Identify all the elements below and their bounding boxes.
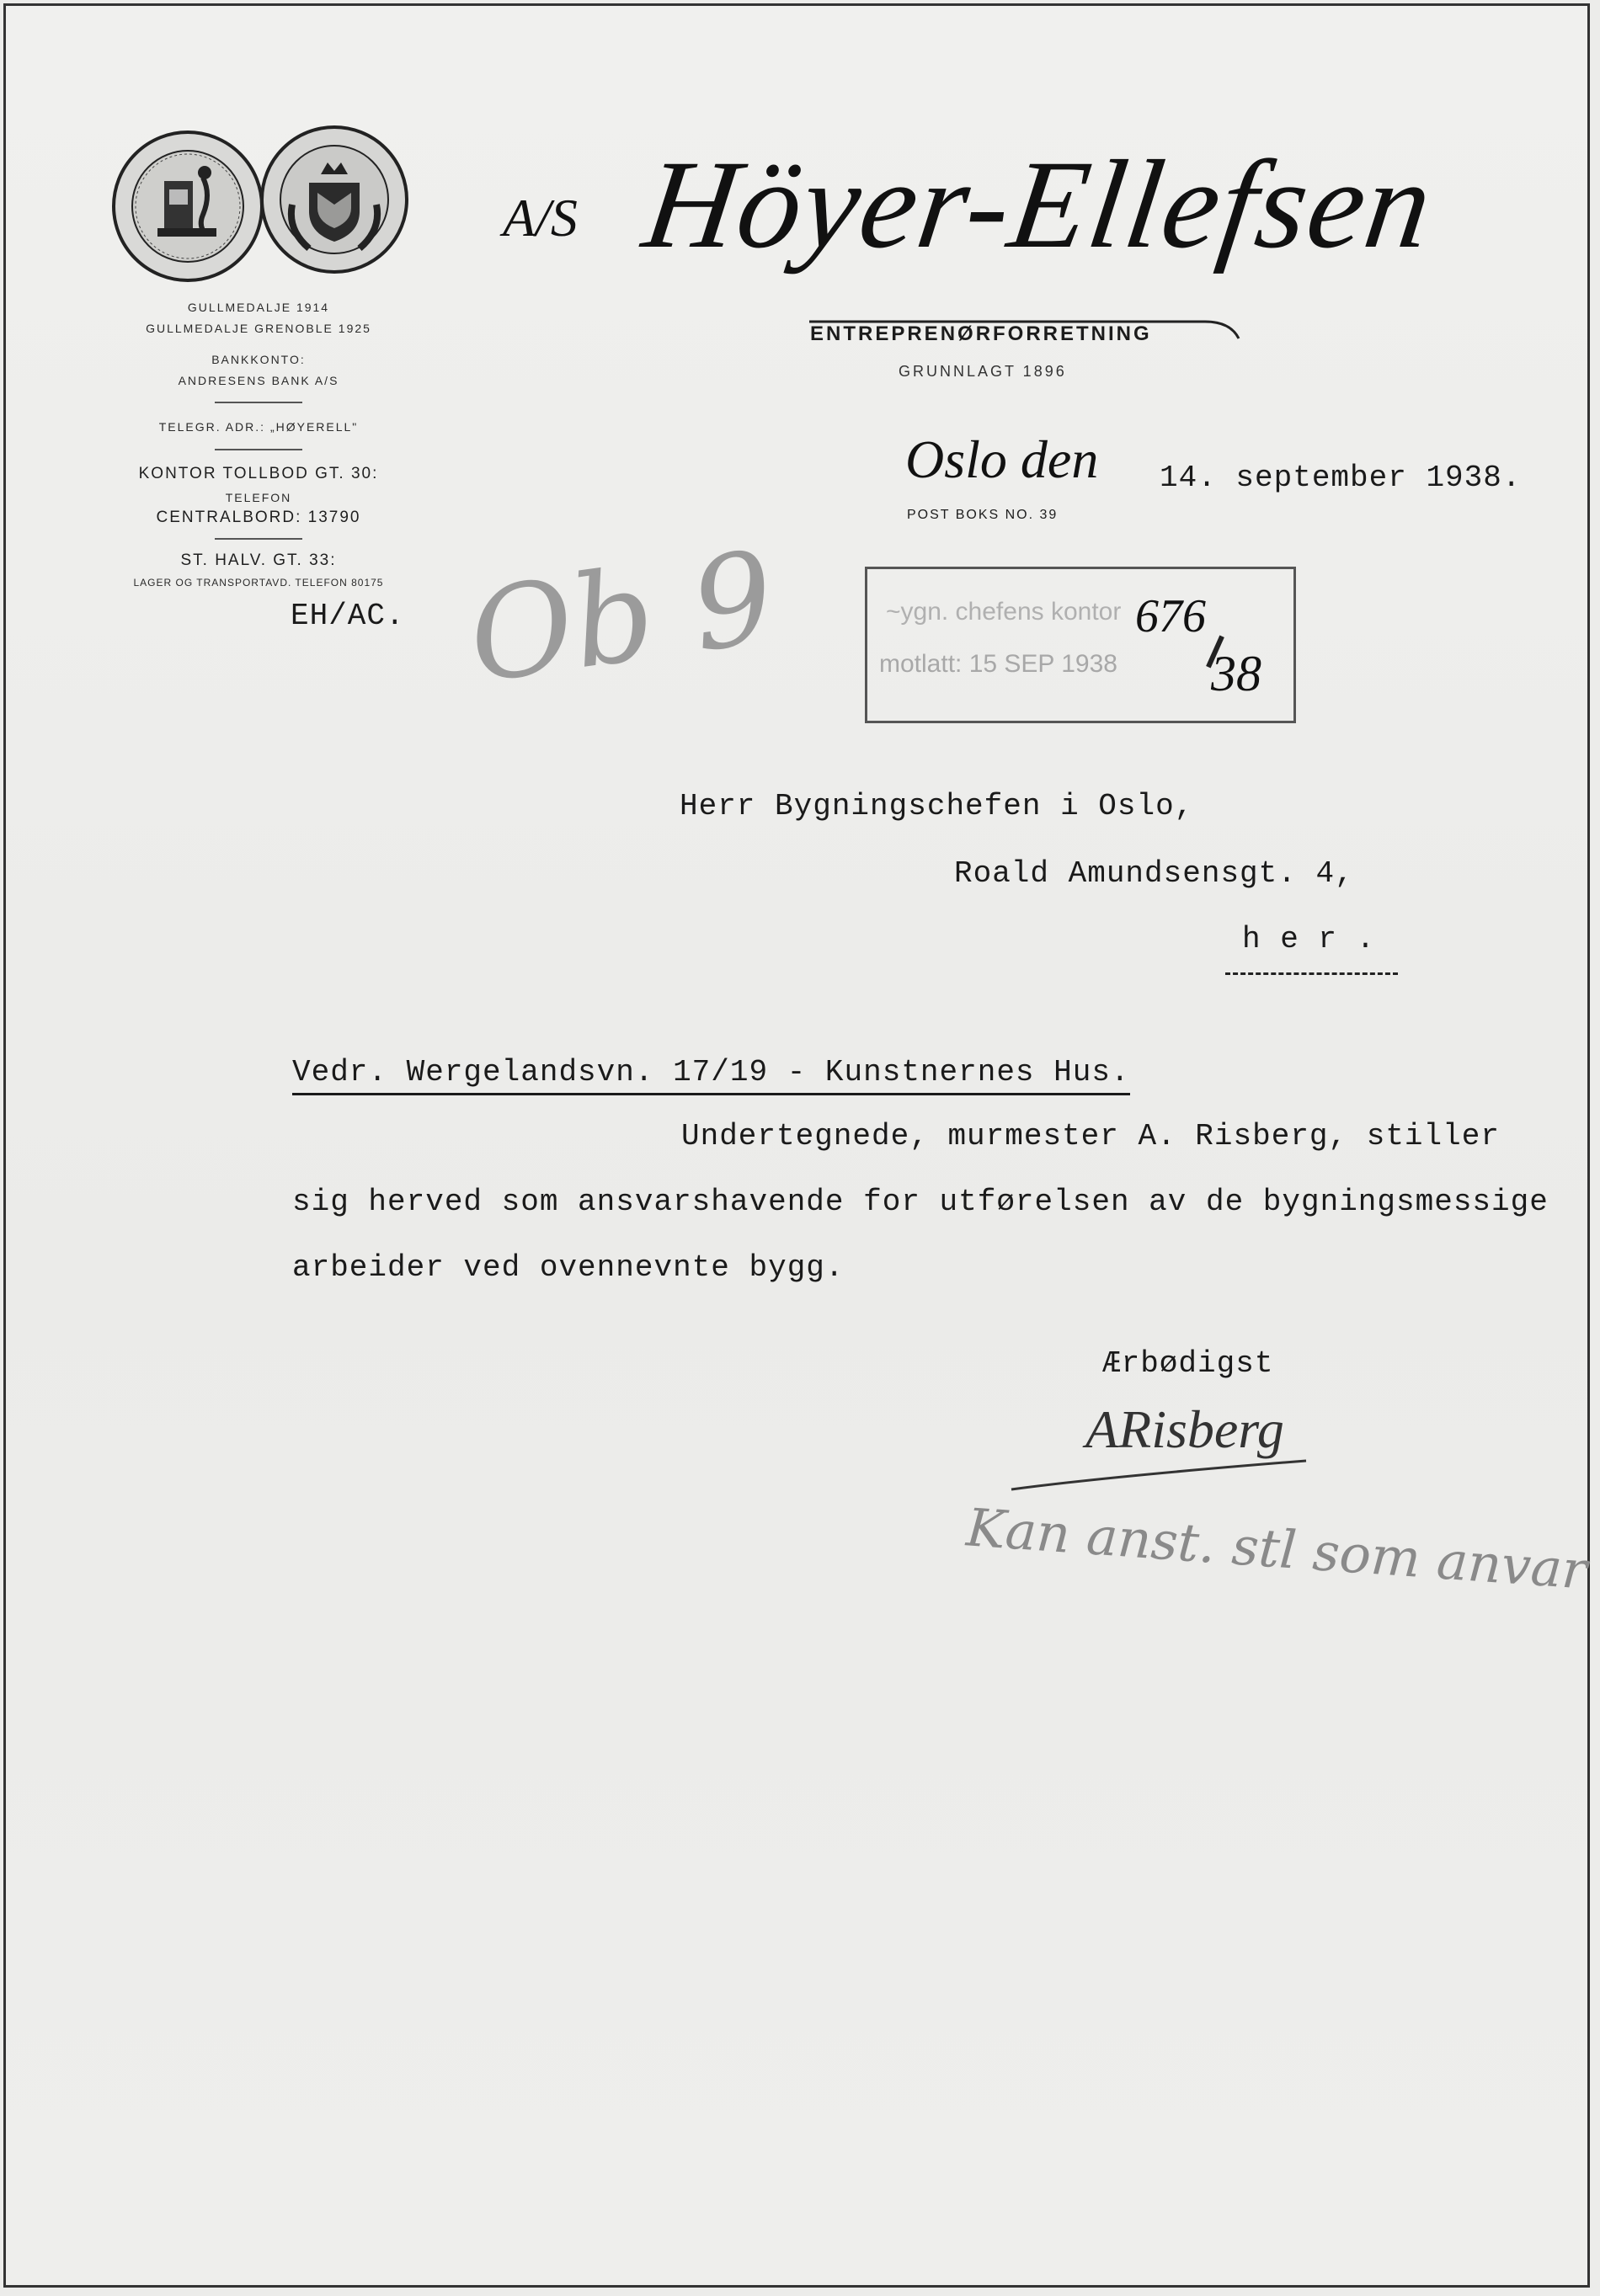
warehouse-phone: LAGER OG TRANSPORTAVD. TELEFON 80175 xyxy=(133,577,384,589)
stamp-received: motlatt: 15 SEP 1938 xyxy=(879,650,1117,678)
divider xyxy=(215,449,302,450)
body-line-3: arbeider ved ovennevnte bygg. xyxy=(292,1250,845,1285)
medal-1914: GULLMEDALJE 1914 xyxy=(187,301,330,314)
switchboard-number: CENTRALBORD: 13790 xyxy=(156,509,361,526)
reference-code: EH/AC. xyxy=(291,599,405,633)
subject-line: Vedr. Wergelandsvn. 17/19 - Kunstnernes Hus. xyxy=(292,1055,1130,1095)
founded-year: GRUNNLAGT 1896 xyxy=(899,363,1067,380)
letter-page xyxy=(3,3,1590,2288)
pencil-mark: Ob 9 xyxy=(460,524,783,712)
closing-phrase: Ærbødigst xyxy=(1102,1346,1274,1381)
recipient-street: Roald Amundsensgt. 4, xyxy=(954,856,1354,891)
phone-label: TELEFON xyxy=(225,491,292,504)
recipient-underline xyxy=(1225,972,1398,975)
stamp-number: 676 xyxy=(1135,590,1206,642)
medal-grenoble: GULLMEDALJE GRENOBLE 1925 xyxy=(146,322,371,335)
divider xyxy=(215,402,302,403)
bank-name: ANDRESENS BANK A/S xyxy=(178,374,339,387)
signature-underline-icon xyxy=(1008,1447,1311,1498)
stamp-office: ~ygn. chefens kontor xyxy=(886,598,1122,626)
place-label: Oslo den xyxy=(905,429,1099,489)
po-box: POST BOKS NO. 39 xyxy=(907,508,1059,522)
telegram-address: TELEGR. ADR.: „HØYERELL" xyxy=(158,420,359,434)
medal-seal-left-icon xyxy=(110,129,266,285)
pencil-annotation: Kan anst. stl som anvar xyxy=(964,1496,1590,1601)
body-line-2: sig herved som ansvarshavende for utførelsen av de bygningsmessige xyxy=(292,1185,1549,1219)
received-stamp xyxy=(865,567,1296,723)
recipient-city: h e r . xyxy=(1242,922,1376,956)
stamp-year: 38 xyxy=(1211,646,1261,701)
company-prefix: A/S xyxy=(503,188,578,248)
business-type: ENTREPRENØRFORRETNING xyxy=(810,322,1152,345)
bank-label: BANKKONTO: xyxy=(211,353,306,366)
recipient-name: Herr Bygningschefen i Oslo, xyxy=(680,789,1194,823)
signature: ARisberg xyxy=(1085,1399,1284,1459)
subject-wrapper xyxy=(292,1055,1130,1089)
medal-seal-right-icon xyxy=(259,124,410,275)
divider xyxy=(215,538,302,540)
body-line-1: Undertegnede, murmester A. Risberg, stiller xyxy=(681,1119,1500,1153)
company-name: Höyer-Ellefsen xyxy=(636,135,1442,274)
letter-date: 14. september 1938. xyxy=(1160,461,1522,495)
warehouse-address: ST. HALV. GT. 33: xyxy=(180,551,337,569)
office-address: KONTOR TOLLBOD GT. 30: xyxy=(138,465,379,482)
